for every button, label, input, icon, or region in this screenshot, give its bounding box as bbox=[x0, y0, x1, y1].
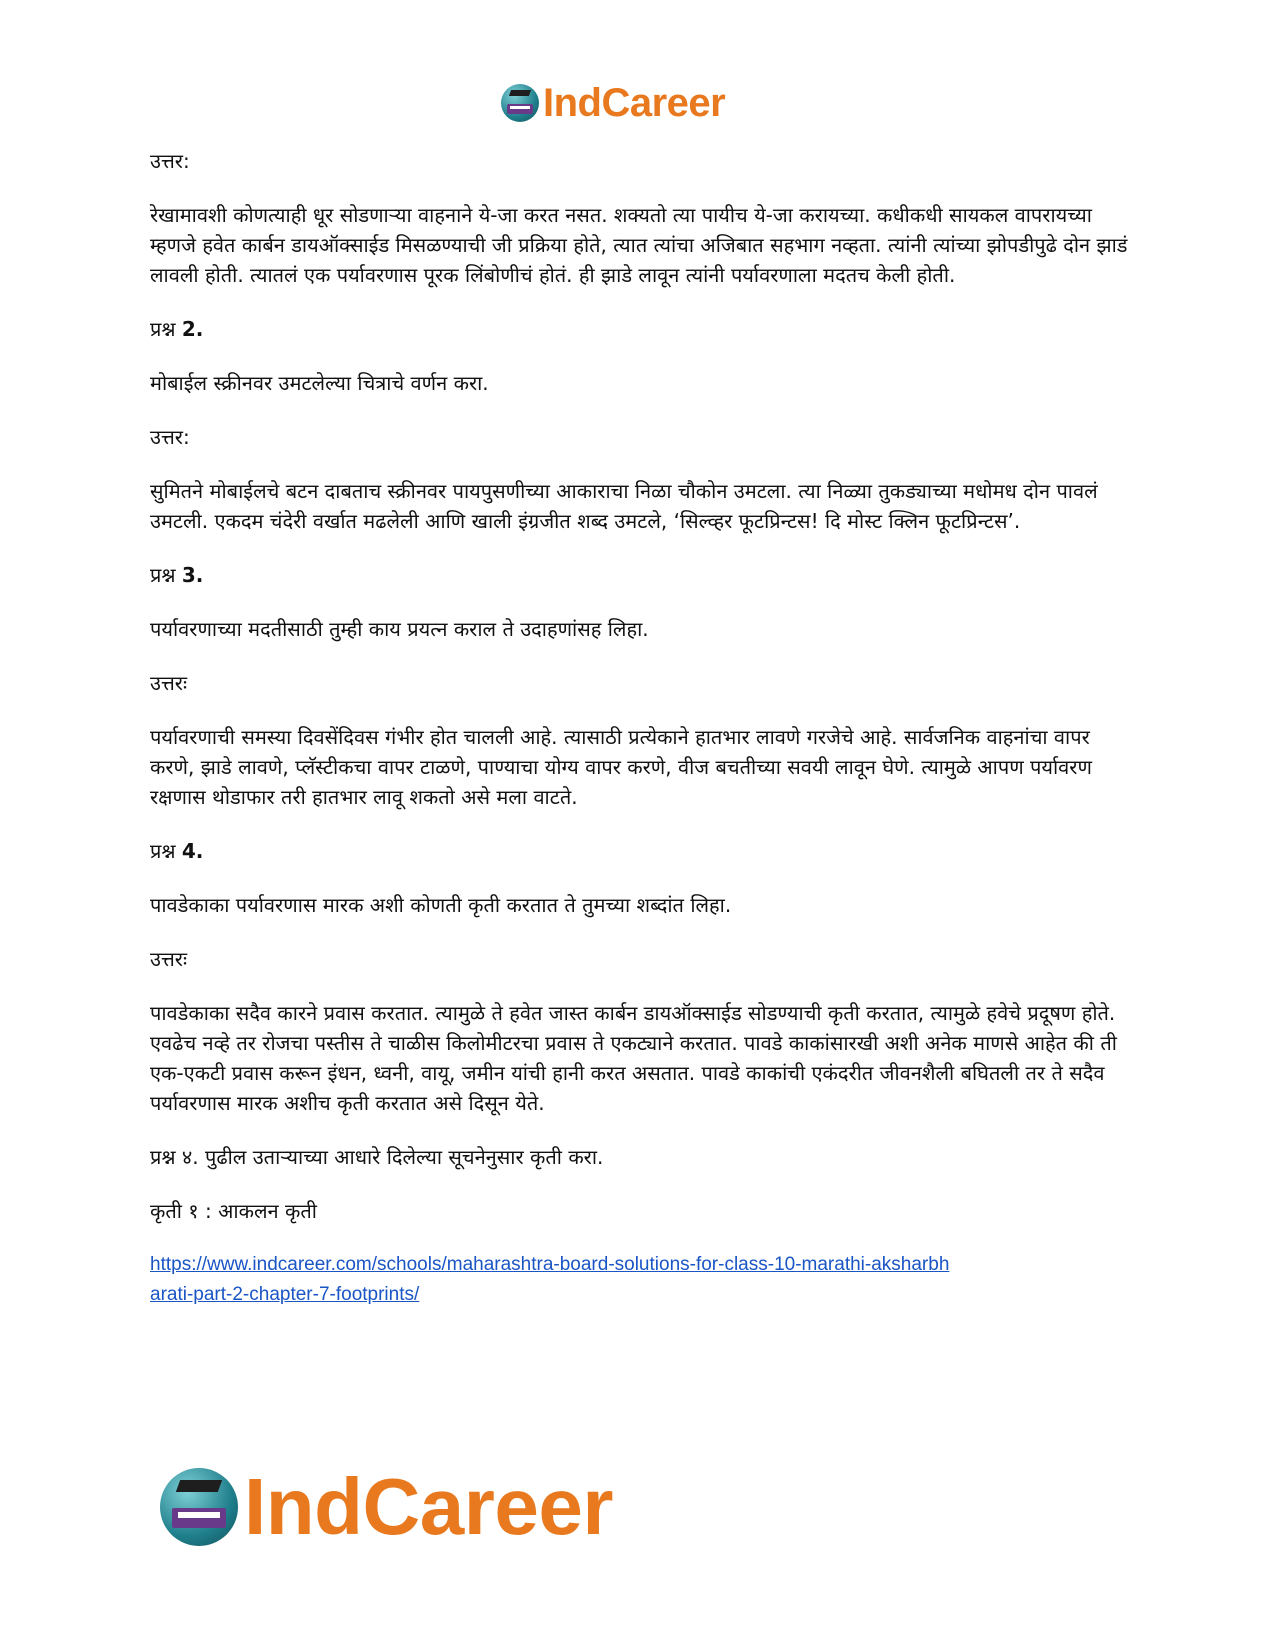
logo-text: IndCareer bbox=[543, 80, 726, 125]
question-3-heading bbox=[150, 560, 1130, 590]
question-2-heading bbox=[150, 314, 1130, 344]
answer-1-label: उत्तर: bbox=[150, 149, 190, 173]
question-3-text: पर्यावरणाच्या मदतीसाठी तुम्ही काय प्रयत्न कराल ते उदाहणांसह लिहा. bbox=[150, 617, 649, 641]
source-link-line-2: arati-part-2-chapter-7-footprints/ bbox=[150, 1284, 420, 1305]
question-3-number: 3. bbox=[181, 563, 204, 587]
question-4-prefix: प्रश्न bbox=[150, 839, 176, 863]
question-4-number: 4. bbox=[181, 839, 204, 863]
document-body bbox=[150, 146, 1130, 1310]
source-link-line-1: https://www.indcareer.com/schools/maharashtra-board-solutions-for-class-10-marathi-aksharbh bbox=[150, 1254, 950, 1275]
answer-4-text: पावडेकाका सदैव कारने प्रवास करतात. त्यामुळे ते हवेत जास्त कार्बन डायऑक्साईड सोडण्याची कृती करतात, त्यामुळे हवेचे प्रदूषण होते. एवढेच नव्हे तर रोजचा पस्तीस ते चाळीस किलोमीटरचा प्रवास ते एकट्याने करतात. पावडे काकांसारखी अशी अनेक माणसे आहेत की ती एक-एकटी प्रवास करून इंधन, ध्वनी, वायू, जमीन यांची हानी करत असतात. पावडे काकांची एकंदरीत जीवनशैली बघितली तर ते सदैव पर्यावरणास मारक अशीच कृती करतात असे दिसून येते. bbox=[150, 1001, 1117, 1115]
answer-2-text: सुमितने मोबाईलचे बटन दाबताच स्क्रीनवर पायपुसणीच्या आकाराचा निळा चौकोन उमटला. त्या निळ्या तुकड्याच्या मधोमध दोन पावलं उमटली. एकदम चंदेरी वर्खात मढलेली आणि खाली इंग्रजीत शब्द उमटले, ‘सिल्व्हर फूटप्रिन्टस! दि मोस्ट क्लिन फूटप्रिन्टस’. bbox=[150, 479, 1098, 533]
answer-3-label: उत्तरः bbox=[150, 671, 187, 695]
answer-4-label: उत्तरः bbox=[150, 947, 187, 971]
answer-2-label: उत्तर: bbox=[150, 425, 190, 449]
graduation-globe-icon bbox=[160, 1468, 238, 1546]
question-3-prefix: प्रश्न bbox=[150, 563, 176, 587]
question-5-text: प्रश्न ४. पुढील उताऱ्याच्या आधारे दिलेल्या सूचनेनुसार कृती करा. bbox=[150, 1145, 604, 1169]
source-link[interactable] bbox=[150, 1250, 1130, 1310]
header-logo bbox=[501, 80, 725, 126]
logo-text: IndCareer bbox=[244, 1462, 613, 1551]
question-2-prefix: प्रश्न bbox=[150, 317, 176, 341]
question-2-text: मोबाईल स्क्रीनवर उमटलेल्या चित्राचे वर्णन करा. bbox=[150, 371, 489, 395]
question-4-text: पावडेकाका पर्यावरणास मारक अशी कोणती कृती करतात ते तुमच्या शब्दांत लिहा. bbox=[150, 893, 732, 917]
task-1-label: कृती १ : आकलन कृती bbox=[150, 1199, 317, 1223]
question-4-heading bbox=[150, 836, 1130, 866]
footer-logo bbox=[160, 1462, 613, 1552]
answer-3-text: पर्यावरणाची समस्या दिवसेंदिवस गंभीर होत चालली आहे. त्यासाठी प्रत्येकाने हातभार लावणे गरजेचे आहे. सार्वजनिक वाहनांचा वापर करणे, झाडे लावणे, प्लॅस्टीकचा वापर टाळणे, पाण्याचा योग्य वापर करणे, वीज बचतीच्या सवयी लावून घेणे. त्यामुळे आपण पर्यावरण रक्षणास थोडाफार तरी हातभार लावू शकतो असे मला वाटते. bbox=[150, 725, 1092, 809]
answer-1-text: रेखामावशी कोणत्याही धूर सोडणाऱ्या वाहनाने ये-जा करत नसत. शक्यतो त्या पायीच ये-जा करायच्या. कधीकधी सायकल वापरायच्या म्हणजे हवेत कार्बन डायऑक्साईड मिसळण्याची जी प्रक्रिया होते, त्यात त्यांचा अजिबात सहभाग नव्हता. त्यांनी त्यांच्या झोपडीपुढे दोन झाडं लावली होती. त्यातलं एक पर्यावरणास पूरक लिंबोणीचं होतं. ही झाडे लावून त्यांनी पर्यावरणाला मदतच केली होती. bbox=[150, 203, 1128, 287]
question-2-number: 2. bbox=[181, 317, 204, 341]
graduation-globe-icon bbox=[501, 84, 539, 122]
